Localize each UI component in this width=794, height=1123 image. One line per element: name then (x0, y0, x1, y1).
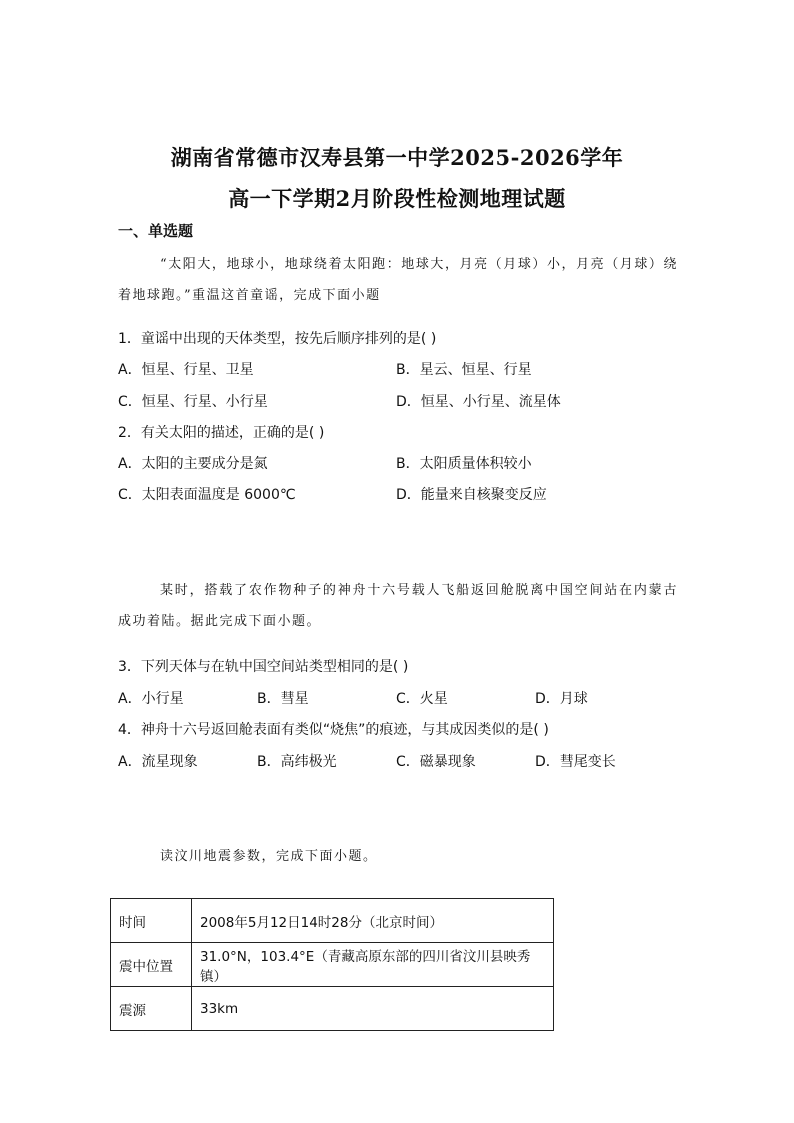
table-value: 2008年5月12日14时28分（北京时间） (192, 899, 554, 943)
question-1-option-b: B．星云、恒星、行星 (396, 362, 532, 378)
question-2-option-d: D．能量来自核聚变反应 (396, 487, 547, 503)
question-4-option-b: B．高纬极光 (257, 754, 337, 770)
question-2-stem: 2．有关太阳的描述，正确的是( ) (118, 425, 325, 441)
question-2-option-c: C．太阳表面温度是 6000℃ (118, 487, 296, 503)
question-4-stem: 4．神舟十六号返回舱表面有类似“烧焦”的痕迹，与其成因类似的是( ) (118, 722, 549, 738)
question-4-option-d: D．彗尾变长 (535, 754, 616, 770)
question-1-option-c: C．恒星、行星、小行星 (118, 394, 268, 410)
table-key: 震中位置 (111, 943, 192, 987)
question-3-option-c: C．火星 (396, 691, 448, 707)
section-heading: 一、单选题 (118, 222, 194, 240)
passage-1 (118, 249, 678, 311)
question-3-option-b: B．彗星 (257, 691, 309, 707)
table-row (111, 987, 554, 1031)
table-key: 震源 (111, 987, 192, 1031)
table-row (111, 943, 554, 987)
passage-3-text: 读汶川地震参数，完成下面小题。 (160, 849, 378, 864)
passage-2 (118, 575, 678, 637)
question-4-option-c: C．磁暴现象 (396, 754, 476, 770)
table-value: 33km (192, 987, 554, 1031)
question-4-option-a: A．流星现象 (118, 754, 198, 770)
question-1-stem: 1．童谣中出现的天体类型，按先后顺序排列的是( ) (118, 331, 437, 347)
question-2-option-b: B．太阳质量体积较小 (396, 456, 532, 472)
question-3-option-a: A．小行星 (118, 691, 184, 707)
question-1-option-d: D．恒星、小行星、流星体 (396, 394, 561, 410)
document-title-line1: 湖南省常德市汉寿县第一中学2025-2026学年 (170, 145, 624, 170)
table-row (111, 899, 554, 943)
passage-1-text: “太阳大，地球小，地球绕着太阳跑：地球大，月亮（月球）小，月亮（月球）绕着地球跑。”重温这首童谣，完成下面小题 (118, 257, 678, 303)
earthquake-parameters-table (110, 898, 554, 1031)
question-2-option-a: A．太阳的主要成分是氮 (118, 456, 268, 472)
question-3-option-d: D．月球 (535, 691, 588, 707)
document-title-line2: 高一下学期2月阶段性检测地理试题 (228, 186, 566, 211)
passage-2-text: 某时，搭载了农作物种子的神舟十六号载人飞船返回舱脱离中国空间站在内蒙古成功着陆。据此完成下面小题。 (118, 583, 678, 629)
table-key: 时间 (111, 899, 192, 943)
table-value: 31.0°N，103.4°E（青藏高原东部的四川省汶川县映秀镇） (192, 943, 554, 987)
question-1-option-a: A．恒星、行星、卫星 (118, 362, 254, 378)
question-3-stem: 3．下列天体与在轨中国空间站类型相同的是( ) (118, 659, 409, 675)
passage-3 (118, 841, 678, 872)
